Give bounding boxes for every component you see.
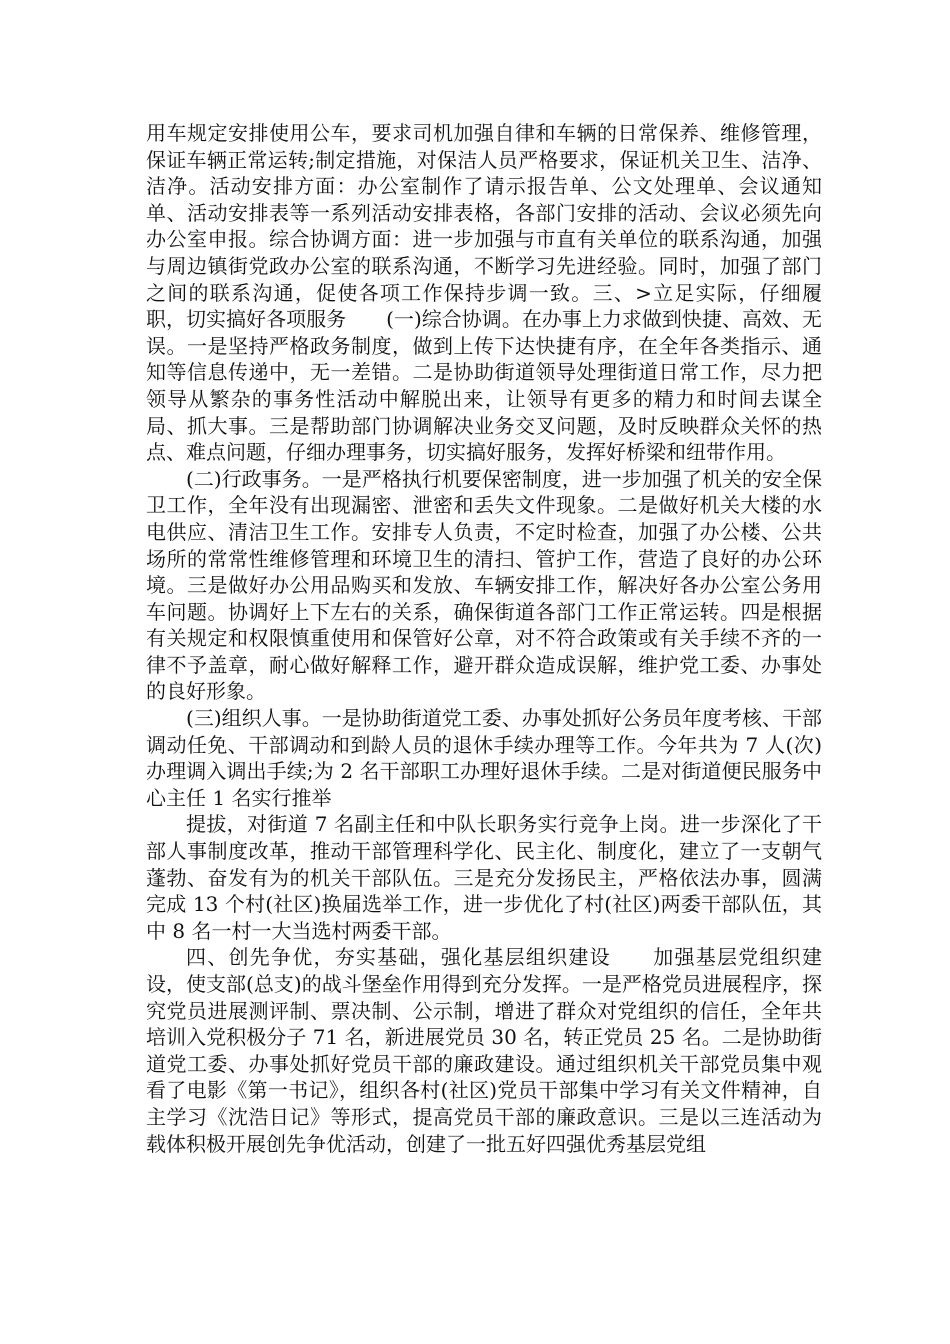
paragraph-4: 提拔，对街道 7 名副主任和中队长职务实行竞争上岗。进一步深化了干部人事制度改革，推动干部管理科学化、民主化、制度化，建立了一支朝气蓬勃、奋发有为的机关干部队伍。三是充分发扬民主，严格依法办事，圆满完成 13 个村(社区)换届选举工作，进一步优化了村(社区)两委干部队伍，其中 8 名一村一大当选村两委干部。 <box>146 812 822 943</box>
document-body <box>146 120 822 1157</box>
paragraph-3: (三)组织人事。一是协助街道党工委、办事处抓好公务员年度考核、干部调动任免、干部调动和到龄人员的退休手续办理等工作。今年共为 7 人(次)办理调入调出手续;为 2 名干部职工办理好退休手续。二是对街道便民服务中心主任 1 名实行推举 <box>146 706 822 810</box>
paragraph-2: (二)行政事务。一是严格执行机要保密制度，进一步加强了机关的安全保卫工作，全年没有出现漏密、泄密和丢失文件现象。二是做好机关大楼的水电供应、清洁卫生工作。安排专人负责，不定时检查，加强了办公楼、公共场所的常常性维修管理和环境卫生的清扫、管护工作，营造了良好的办公环境。三是做好办公用品购买和发放、车辆安排工作，解决好各办公室公务用车问题。协调好上下左右的关系，确保街道各部门工作正常运转。四是根据有关规定和权限慎重使用和保管好公章，对不符合政策或有关手续不齐的一律不予盖章，耐心做好解释工作，避开群众造成误解，维护党工委、办事处的良好形象。 <box>146 466 822 704</box>
paragraph-5: 四、创先争优，夯实基础，强化基层组织建设 加强基层党组织建设，使支部(总支)的战斗堡垒作用得到充分发挥。一是严格党员进展程序，探究党员进展测评制、票决制、公示制，增进了群众对党组织的信任，全年共培训入党积极分子 71 名，新进展党员 30 名，转正党员 25 名。二是协助街道党工委、办事处抓好党员干部的廉政建设。通过组织机关干部党员集中观看了电影《第一书记》，组织各村(社区)党员干部集中学习有关文件精神，自主学习《沈浩日记》等形式，提高党员干部的廉政意识。三是以三连活动为载体积极开展创先争优活动，创建了一批五好四强优秀基层党组 <box>146 945 822 1156</box>
paragraph-1: 用车规定安排使用公车，要求司机加强自律和车辆的日常保养、维修管理，保证车辆正常运转;制定措施，对保洁人员严格要求，保证机关卫生、洁净、洁净。活动安排方面：办公室制作了请示报告单、公文处理单、会议通知单、活动安排表等一系列活动安排表格，各部门安排的活动、会议必须先向办公室申报。综合协调方面：进一步加强与市直有关单位的联系沟通，加强与周边镇街党政办公室的联系沟通，不断学习先进经验。同时，加强了部门之间的联系沟通，促使各项工作保持步调一致。三、>立足实际，仔细履职，切实搞好各项服务 (一)综合协调。在办事上力求做到快捷、高效、无误。一是坚持严格政务制度，做到上传下达快捷有序，在全年各类指示、通知等信息传递中，无一差错。二是协助街道领导处理街道日常工作，尽力把领导从繁杂的事务性活动中解脱出来，让领导有更多的精力和时间去谋全局、抓大事。三是帮助部门协调解决业务交叉问题，及时反映群众关怀的热点、难点问题，仔细办理事务，切实搞好服务，发挥好桥梁和纽带作用。 <box>146 121 822 465</box>
